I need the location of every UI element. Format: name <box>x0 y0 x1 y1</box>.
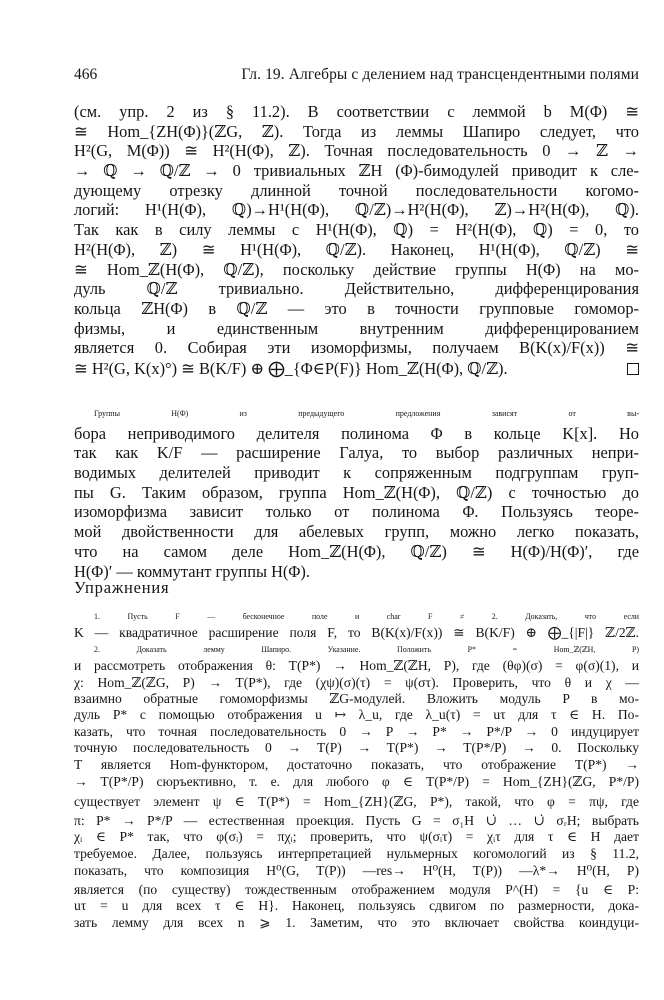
text-line: дуль ℚ/ℤ тривиально. Действительно, дифференцирования <box>74 279 639 299</box>
exercise-line: uτ = u для всех τ ∈ H}. Наконец, пользуясь сдвигом по размерности, дока- <box>74 898 639 914</box>
text-line: логий: H¹(H(Φ), ℚ)→H¹(H(Φ), ℚ/ℤ)→H²(H(Φ), ℤ)→H²(H(Φ), ℚ). <box>74 200 639 220</box>
exercise-line: показать, что композиция H⁰(G, T(P)) —res→ H⁰(H, T(P)) —λ*→ H⁰(H, P) <box>74 863 639 879</box>
text-line: мой двойственности для абелевых групп, можно легко показать, <box>74 522 639 542</box>
text-line: H(Φ)′ — коммутант группы H(Φ). <box>74 561 310 581</box>
exercise-line: зать лемму для всех n ⩾ 1. Заметим, что это включает свойства коиндуци- <box>74 914 639 930</box>
text-line: ≅ Hom_ℤ(H(Φ), ℚ/ℤ), поскольку действие группы H(Φ) на мо- <box>74 259 639 279</box>
exercise-line: казать, что точная последовательность 0 → P → P* → P*/P → 0 индуцирует <box>74 723 639 739</box>
exercise-line: требуемое. Далее, пользуясь интерпретацией нульмерных когомологий из § 11.2, <box>74 845 639 861</box>
exercise-line: K — квадратичное расширение поля F, то B(K(x)/F(x)) ≅ B(K/F) ⊕ ⨁_{|F|} ℤ/2ℤ. <box>74 625 639 641</box>
exercise-line: T является Hom-функтором, достаточно показать, что отображение T(P*) → <box>74 756 639 772</box>
text-line-formula <box>74 358 639 388</box>
text-line: ≅ Hom_{ZH(Φ)}(ℤG, ℤ). Тогда из леммы Шапиро следует, что <box>74 121 639 141</box>
section-heading: Упражнения <box>74 578 170 597</box>
text-line: H²(H(Φ), ℤ) ≅ H¹(H(Φ), ℚ/ℤ). Наконец, H¹(H(Φ), ℚ/ℤ) ≅ <box>74 239 639 259</box>
page-number: 466 <box>74 66 98 83</box>
end-of-proof-square-icon <box>627 358 639 380</box>
exercise-line: 2. Доказать лемму Шапиро. Указание. Положить P* = Hom_ℤ(ℤH, P) <box>94 644 639 654</box>
exercise-line: является (по существу) тождественным отображением модуля P^(H) = {u ∈ P: <box>74 882 639 898</box>
text-line: H²(G, M(Φ)) ≅ H²(H(Φ), ℤ). Точная последовательность 0 → ℤ → <box>74 141 639 161</box>
exercise-line: → T(P*/P) сюръективно, т. е. для любого φ ∈ T(P*/P) = Hom_{ZH}(ℤG, P*/P) <box>74 773 639 789</box>
text-line: что на самом деле Hom_ℤ(H(Φ), ℚ/ℤ) ≅ H(Φ)/H(Φ)′, где <box>74 541 639 561</box>
text-line: → ℚ → ℚ/ℤ → 0 тривиальных ℤH (Φ)-бимодулей приводит к сле- <box>74 161 639 181</box>
exercise-line: χᵢ ∈ P* так, что φ(σᵢ) = πχᵢ; проверить, что ψ(σᵢτ) = χᵢτ для τ ∈ H дает <box>74 829 639 845</box>
running-title: Гл. 19. Алгебры с делением над трансцендентными полями <box>241 66 639 83</box>
text-line: дующему отрезку длинной точной последовательности когомо- <box>74 180 639 200</box>
text-line: физмы, и единственным внутренним дифференцированием <box>74 318 639 338</box>
text-line: водимых делителей приводит к сопряженным подгруппам груп- <box>74 463 639 483</box>
exercise-line: χ: Hom_ℤ(ℤG, P) → T(P*), где (χψ)(σ)(τ) = ψ(στ). Проверить, что θ и χ — <box>74 674 639 690</box>
exercise-line: точную последовательность 0 → T(P) → T(P*) → T(P*/P) → 0. Поскольку <box>74 740 639 756</box>
exercise-line: 1. Пусть F — бесконечное поле и char F ≠ 2. Доказать, что если <box>94 612 639 621</box>
text-line: (см. упр. 2 из § 11.2). В соответствии с леммой b M(Φ) ≅ <box>74 102 639 121</box>
text-line: бора неприводимого делителя полинома Φ в кольце K[x]. Но <box>74 423 639 443</box>
text-line: является 0. Собирая эти изоморфизмы, получаем B(K(x)/F(x)) ≅ <box>74 338 639 358</box>
running-header <box>74 66 639 88</box>
exercises-list <box>74 609 639 931</box>
paragraph-2 <box>74 404 639 581</box>
exercise-line: и рассмотреть отображения θ: T(P*) → Hom_ℤ(ℤH, P), где (θφ)(σ) = φ(σ)(1), и <box>74 658 639 674</box>
text-line: кольца ℤH(Φ) в ℚ/ℤ — это в точности групповые гомомор- <box>74 298 639 318</box>
text-line: пы G. Таким образом, группа Hom_ℤ(H(Φ), ℚ/ℤ) с точностью до <box>74 482 639 502</box>
exercise-line: существует элемент ψ ∈ T(P*) = Hom_{ZH}(ℤG, P*), такой, что φ = πψ, где <box>74 793 639 809</box>
paragraph-1 <box>74 102 639 388</box>
text-line: изоморфизма зависит только от полинома Φ. Пользуясь теоре- <box>74 502 639 522</box>
formula-text: ≅ H²(G, K(x)°) ≅ B(K/F) ⊕ ⨁_{Φ∈P(F)} Hom_ℤ(H(Φ), ℚ/ℤ). <box>74 358 508 378</box>
text-line: так как K/F — расширение Галуа, то выбор различных непри- <box>74 443 639 463</box>
exercise-line: дуль P* с помощью отображения u ↦ λ_u, где λ_u(τ) = uτ для τ ∈ H. По- <box>74 707 639 723</box>
exercise-line: π: P* → P*/P — естественная проекция. Пусть G = σ₁H ∪̇ … ∪̇ σᵣH; выбрать <box>74 812 639 828</box>
exercise-line: взаимно обратные гомоморфизмы ℤG-модулей. Вложить модуль P в мо- <box>74 690 639 706</box>
text-line: Так как в силу леммы c H¹(H(Φ), ℚ) = H²(H(Φ), ℚ) = 0, то <box>74 220 639 240</box>
text-line: Группы H(Φ) из предыдущего предложения зависят от вы- <box>94 409 639 418</box>
